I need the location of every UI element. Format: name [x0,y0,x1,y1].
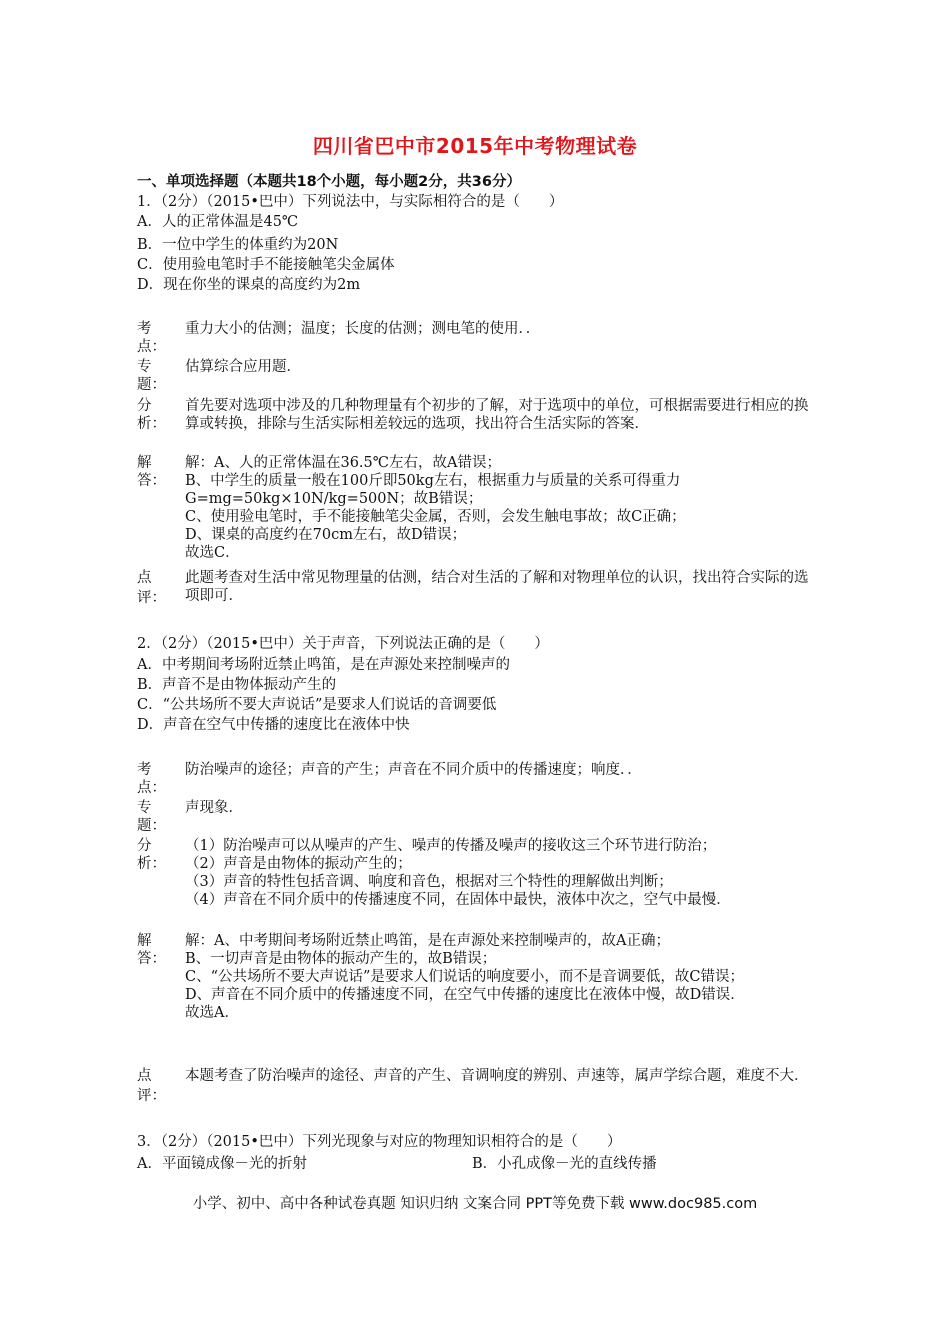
q2-fenxi-line: （3）声音的特性包括音调、响度和音色，根据对三个特性的理解做出判断； [185,874,673,890]
q2-kaodian-label-2: 点： [137,780,166,796]
page-footer: 小学、初中、高中各种试卷真题 知识归纳 文案合同 PPT等免费下载 www.doc985.com [192,1196,758,1212]
q2-zhuanti: 声现象． [185,800,243,816]
q1-jieda-line: 故选C． [185,545,240,561]
q1-kaodian: 重力大小的估测；温度；长度的估测；测电笔的使用．． [185,321,541,337]
q2-kaodian-label-1: 考 [137,762,152,778]
q2-fenxi-label-1: 分 [137,838,152,854]
q2-option-d: D．声音在空气中传播的速度比在液体中快 [137,717,410,733]
q1-fenxi: 首先要对选项中涉及的几种物理量有个初步的了解，对于选项中的单位，可根据需要进行相应的换算或转换，排除与生活实际相差较远的选项，找出符合生活实际的答案． [185,398,809,432]
q3-option-b: B．小孔成像－光的直线传播 [472,1156,657,1172]
section-heading: 一、单项选择题（本题共18个小题，每小题2分，共36分） [137,174,521,190]
q2-fenxi [185,837,810,909]
q2-jieda-line: D、声音在不同介质中的传播速度不同，在空气中传播的速度比在液体中慢，故D错误． [185,987,745,1003]
q3-option-a: A．平面镜成像－光的折射 [137,1156,307,1172]
q2-jieda-line: C、“公共场所不要大声说话”是要求人们说话的响度要小，而不是音调要低，故C错误； [185,969,745,985]
q1-zhuanti-label-2: 题： [137,377,166,393]
q1-kaodian-label-1: 考 [137,321,152,337]
q2-dianping-label-2: 评： [137,1088,166,1104]
q1-jieda-line: 解：A、人的正常体温在36.5℃左右，故A错误； [185,455,501,471]
q1-jieda-line: D、课桌的高度约在70cm左右，故D错误； [185,527,467,543]
q1-stem: 1．（2分）（2015•巴中）下列说法中，与实际相符合的是（ ） [137,194,564,210]
q1-jieda-label-2: 答： [137,473,166,489]
q2-fenxi-label-2: 析： [137,856,166,872]
page-title: 四川省巴中市2015年中考物理试卷 [312,134,638,158]
q1-fenxi-label-1: 分 [137,398,152,414]
q1-kaodian-label-2: 点： [137,339,166,355]
q2-fenxi-line: （4）声音在不同介质中的传播速度不同，在固体中最快，液体中次之，空气中最慢． [185,892,731,908]
q2-dianping-label-1: 点 [137,1068,152,1084]
q1-option-b: B．一位中学生的体重约为20N [137,237,339,253]
q1-fenxi-label-2: 析： [137,416,166,432]
q2-jieda-label-1: 解 [137,933,152,949]
q1-jieda [185,454,810,562]
q1-dianping-label-1: 点 [137,570,152,586]
q2-kaodian: 防治噪声的途径；声音的产生；声音在不同介质中的传播速度；响度．． [185,762,642,778]
q1-option-a: A．人的正常体温是45℃ [137,214,299,230]
q2-jieda-line: 故选A． [185,1005,239,1021]
q1-jieda-label-1: 解 [137,455,152,471]
q2-option-a: A．中考期间考场附近禁止鸣笛，是在声源处来控制噪声的 [137,657,510,673]
q2-jieda [185,932,810,1022]
q1-jieda-line: B、中学生的质量一般在100斤即50kg左右，根据重力与质量的关系可得重力G=mg=50kg×10N/kg=500N；故B错误； [185,473,681,507]
q2-fenxi-line: （1）防治噪声可以从噪声的产生、噪声的传播及噪声的接收这三个环节进行防治； [185,838,717,854]
q2-stem: 2．（2分）（2015•巴中）关于声音，下列说法正确的是（ ） [137,636,549,652]
q2-jieda-line: 解：A、中考期间考场附近禁止鸣笛，是在声源处来控制噪声的，故A正确； [185,933,670,949]
q1-option-c: C．使用验电笔时手不能接触笔尖金属体 [137,257,395,273]
q2-fenxi-line: （2）声音是由物体的振动产生的； [185,856,412,872]
q2-option-c: C．“公共场所不要大声说话”是要求人们说话的音调要低 [137,697,497,713]
q2-zhuanti-label-1: 专 [137,800,152,816]
q2-option-b: B．声音不是由物体振动产生的 [137,677,337,693]
q2-dianping: 本题考查了防治噪声的途径、声音的产生、音调响度的辨别、声速等，属声学综合题，难度不大． [185,1068,809,1084]
q3-stem: 3．（2分）（2015•巴中）下列光现象与对应的物理知识相符合的是（ ） [137,1134,622,1150]
q1-zhuanti: 估算综合应用题． [185,359,301,375]
q2-jieda-line: B、一切声音是由物体的振动产生的，故B错误； [185,951,497,967]
q1-option-d: D．现在你坐的课桌的高度约为2m [137,277,361,293]
q1-zhuanti-label-1: 专 [137,359,152,375]
q1-dianping: 此题考查对生活中常见物理量的估测，结合对生活的了解和对物理单位的认识，找出符合实际的选项即可． [185,570,809,604]
q2-jieda-label-2: 答： [137,951,166,967]
q2-zhuanti-label-2: 题： [137,818,166,834]
q1-jieda-line: C、使用验电笔时，手不能接触笔尖金属，否则，会发生触电事故；故C正确； [185,509,686,525]
q1-dianping-label-2: 评： [137,590,166,606]
